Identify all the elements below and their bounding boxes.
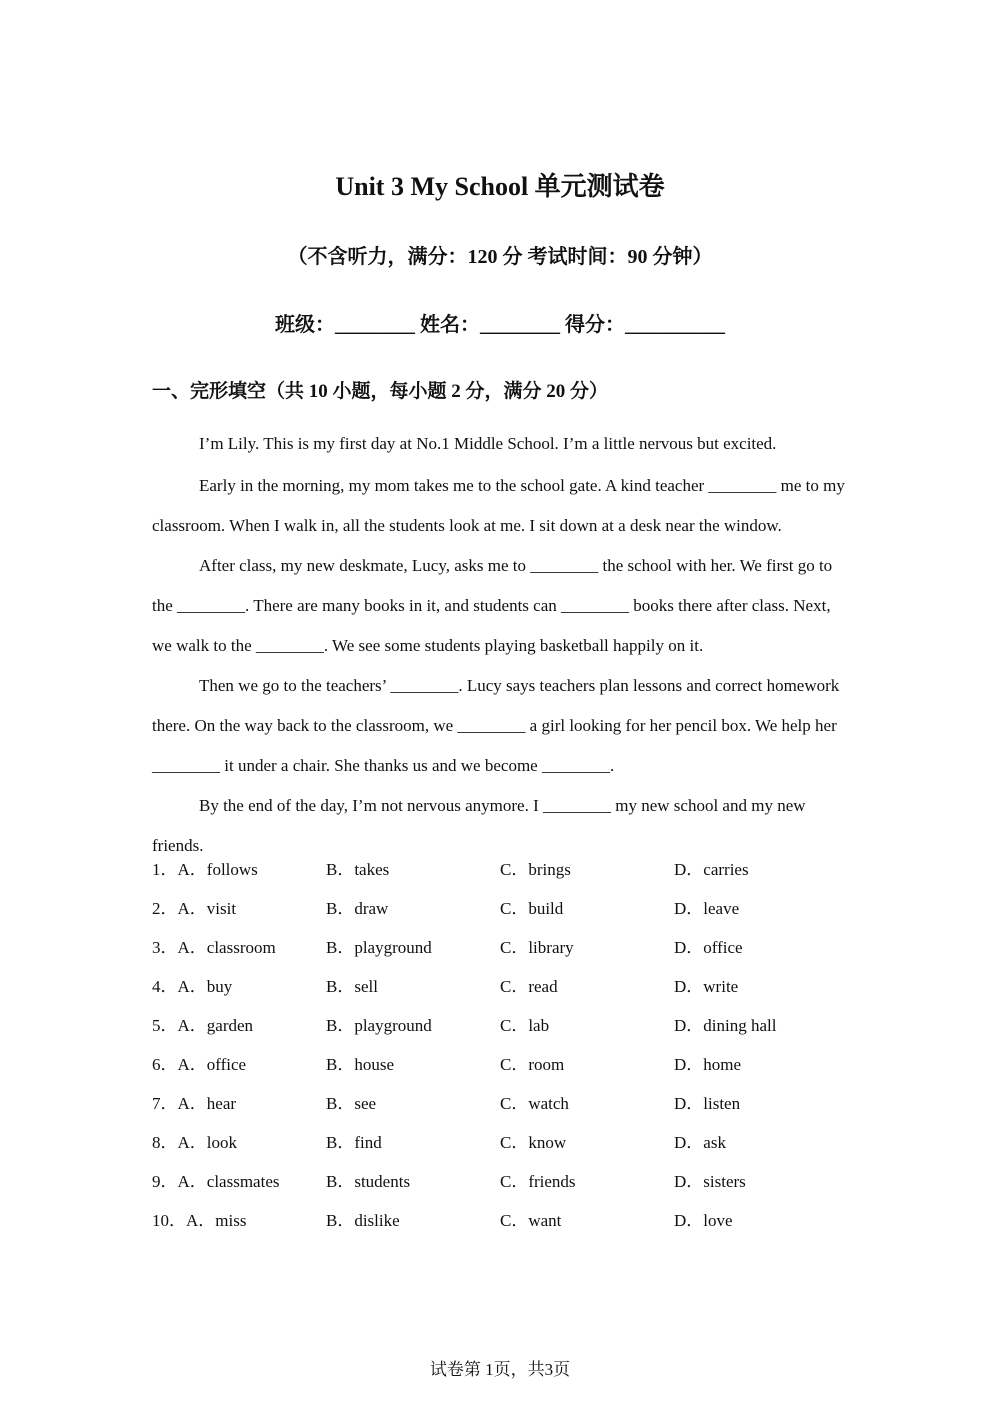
question-option-d: D．home	[674, 1055, 742, 1074]
question-row	[152, 1082, 852, 1121]
question-row	[152, 1121, 852, 1160]
question-option-d: D．listen	[674, 1094, 741, 1113]
question-option-d: D．write	[674, 977, 739, 996]
question-row	[152, 1160, 852, 1199]
passage-paragraph: After class, my new deskmate, Lucy, asks me to ________ the school with her. We first go to the ________. There are many books in it, and students can ________ books there after class. Next, we walk to the ________. We see some students playing basketball happily on it.	[152, 556, 833, 655]
question-row	[152, 1199, 852, 1238]
question-option-c: C．read	[500, 977, 558, 996]
cloze-passage	[152, 430, 846, 866]
question-option-d: D．sisters	[674, 1172, 746, 1191]
question-option-b: B．house	[326, 1055, 394, 1074]
question-row	[152, 1043, 852, 1082]
question-option-a: 5．A．garden	[152, 1016, 254, 1035]
question-option-d: D．carries	[674, 860, 749, 879]
question-option-c: C．know	[500, 1133, 567, 1152]
question-option-c: C．library	[500, 938, 574, 957]
page-footer: 试卷第 1页，共3页	[429, 1360, 571, 1379]
question-row	[152, 926, 852, 965]
question-option-b: B．takes	[326, 860, 390, 879]
question-option-a: 4．A．buy	[152, 977, 233, 996]
question-option-b: B．find	[326, 1133, 382, 1152]
question-option-b: B．playground	[326, 1016, 432, 1035]
question-option-b: B．playground	[326, 938, 432, 957]
passage-paragraph: I’m Lily. This is my first day at No.1 Middle School. I’m a little nervous but excited.	[199, 434, 777, 453]
question-option-d: D．love	[674, 1211, 733, 1230]
question-option-b: B．dislike	[326, 1211, 400, 1230]
question-option-b: B．sell	[326, 977, 378, 996]
question-option-c: C．brings	[500, 860, 571, 879]
passage-paragraph: By the end of the day, I’m not nervous anymore. I ________ my new school and my new friends.	[152, 796, 806, 855]
question-option-a: 10．A．miss	[152, 1211, 247, 1230]
passage-paragraph: Then we go to the teachers’ ________. Lucy says teachers plan lessons and correct homework there. On the way back to the classroom, we ________ a girl looking for her pencil box. We help her ________ it under a chair. She thanks us and we become ________.	[152, 676, 840, 775]
question-option-a: 1．A．follows	[152, 860, 258, 879]
exam-subtitle: （不含听力，满分：120 分 考试时间：90 分钟）	[287, 246, 713, 268]
student-info-line: 班级：________ 姓名：________ 得分：__________	[275, 314, 725, 336]
question-option-b: B．students	[326, 1172, 411, 1191]
question-option-d: D．leave	[674, 899, 740, 918]
question-option-c: C．build	[500, 899, 564, 918]
question-option-c: C．lab	[500, 1016, 550, 1035]
page-title: Unit 3 My School 单元测试卷	[335, 172, 665, 201]
question-row	[152, 887, 852, 926]
question-option-d: D．dining hall	[674, 1016, 777, 1035]
question-row	[152, 965, 852, 1004]
question-row	[152, 1004, 852, 1043]
question-option-a: 9．A．classmates	[152, 1172, 280, 1191]
question-option-c: C．watch	[500, 1094, 569, 1113]
question-option-a: 8．A．look	[152, 1133, 237, 1152]
question-option-a: 3．A．classroom	[152, 938, 276, 957]
question-option-c: C．friends	[500, 1172, 576, 1191]
question-option-d: D．office	[674, 938, 743, 957]
question-option-b: B．draw	[326, 899, 389, 918]
question-option-a: 6．A．office	[152, 1055, 247, 1074]
question-row	[152, 848, 852, 887]
question-option-a: 2．A．visit	[152, 899, 237, 918]
question-option-c: C．want	[500, 1211, 562, 1230]
answer-options	[152, 848, 852, 1238]
section-title: 一、完形填空（共 10 小题，每小题 2 分，满分 20 分）	[152, 381, 609, 402]
question-option-c: C．room	[500, 1055, 565, 1074]
passage-paragraph: Early in the morning, my mom takes me to the school gate. A kind teacher ________ me to my classroom. When I walk in, all the students look at me. I sit down at a desk near the window.	[152, 476, 845, 535]
question-option-a: 7．A．hear	[152, 1094, 237, 1113]
question-option-d: D．ask	[674, 1133, 726, 1152]
question-option-b: B．see	[326, 1094, 377, 1113]
